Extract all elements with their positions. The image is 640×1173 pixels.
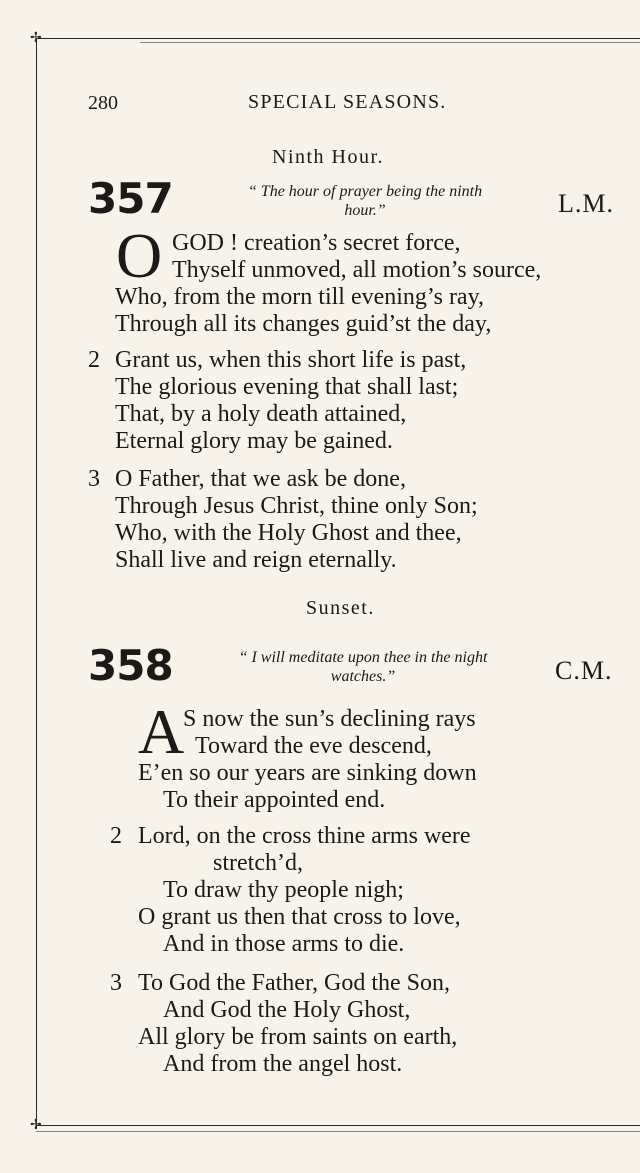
verse-line: Through Jesus Christ, thine only Son; (115, 493, 478, 519)
top-border-rule-thin (140, 42, 640, 43)
verse-line: E’en so our years are sinking down (138, 760, 477, 786)
verse-line: And in those arms to die. (163, 931, 405, 957)
verse-line: Who, with the Holy Ghost and thee, (115, 520, 462, 546)
hymn-meter: C.M. (555, 656, 613, 685)
verse-line: And God the Holy Ghost, (163, 997, 411, 1023)
verse-line: The glorious evening that shall last; (115, 374, 459, 400)
bottom-border-rule-thin (36, 1131, 640, 1132)
verse-line: Shall live and reign eternally. (115, 547, 397, 573)
hymn-number: 357 (88, 174, 173, 223)
left-border-rule (36, 38, 37, 1128)
verse-number: 3 (88, 466, 100, 492)
drop-cap: A (138, 696, 185, 767)
verse-number: 3 (110, 970, 122, 996)
verse-number: 2 (110, 823, 122, 849)
verse-line: Thyself unmoved, all motion’s source, (172, 257, 542, 283)
hymn-meter: L.M. (558, 189, 614, 218)
verse-line: Toward the eve descend, (195, 733, 432, 759)
section-title: Ninth Hour. (272, 146, 385, 168)
epigraph-line: “ The hour of prayer being the ninth (247, 183, 483, 200)
verse-line: Grant us, when this short life is past, (115, 347, 467, 373)
bottom-border-rule (36, 1125, 640, 1126)
verse-line: O grant us then that cross to love, (138, 904, 461, 930)
verse-line: Who, from the morn till evening’s ray, (115, 284, 485, 310)
verse-line: Through all its changes guid’st the day, (115, 311, 492, 337)
epigraph-line: watches.” (330, 668, 396, 685)
verse-number: 2 (88, 347, 100, 373)
hymn-number: 358 (88, 641, 173, 690)
verse-line: All glory be from saints on earth, (138, 1024, 458, 1050)
verse-line: To God the Father, God the Son, (138, 970, 450, 996)
running-head: SPECIAL SEASONS. (248, 91, 447, 113)
cross-ornament-icon: ✢ (30, 1117, 42, 1133)
verse-line: Lord, on the cross thine arms were (138, 823, 471, 849)
verse-line: stretch’d, (213, 850, 303, 876)
cross-ornament-icon: ✢ (30, 30, 42, 46)
verse-line: To draw thy people nigh; (163, 877, 404, 903)
drop-cap: O (116, 220, 163, 291)
epigraph-line: hour.” (344, 202, 386, 219)
hymn-epigraph (200, 182, 530, 220)
verse-line: Eternal glory may be gained. (115, 428, 393, 454)
top-border-rule (36, 38, 640, 39)
page-number: 280 (88, 92, 118, 114)
section-title: Sunset. (306, 597, 375, 619)
verse-line: And from the angel host. (163, 1051, 403, 1077)
verse-line: S now the sun’s declining rays (183, 706, 476, 732)
epigraph-line: “ I will meditate upon thee in the night (238, 649, 488, 666)
verse-line: O Father, that we ask be done, (115, 466, 406, 492)
verse-line: GOD ! creation’s secret force, (172, 230, 461, 256)
verse-line: To their appointed end. (163, 787, 386, 813)
hymn-epigraph (186, 648, 540, 686)
verse-line: That, by a holy death attained, (115, 401, 407, 427)
